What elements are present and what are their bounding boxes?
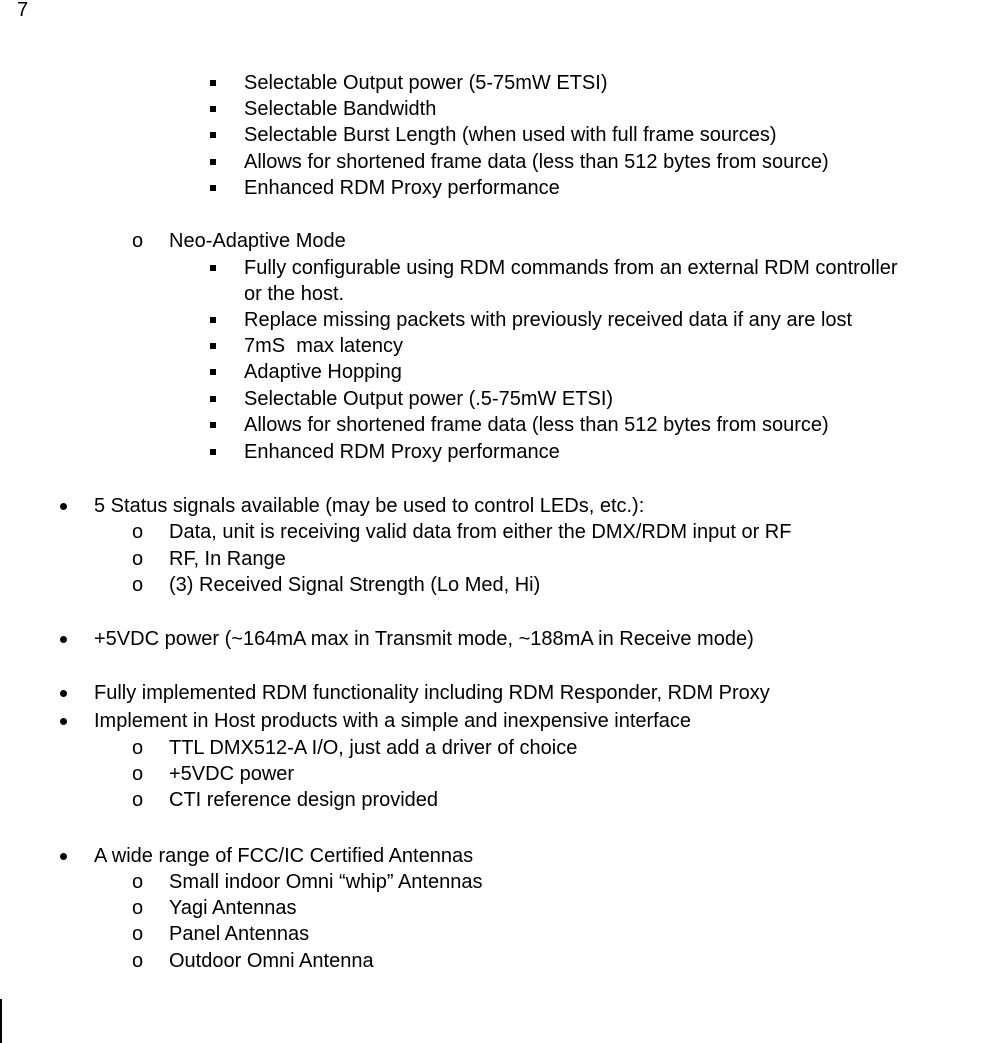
round-bullet-icon [60,636,67,643]
round-bullet-icon [60,853,67,860]
list-item-text: Fully implemented RDM functionality including RDM Responder, RDM Proxy [94,682,770,704]
list-item-text: Enhanced RDM Proxy performance [244,441,560,463]
list-item-text: +5VDC power [169,763,295,785]
round-bullet-icon [60,690,67,697]
list-item-text: Small indoor Omni “whip” Antennas [169,871,483,893]
circle-bullet-icon: o [132,763,144,785]
list-item-text: TTL DMX512-A I/O, just add a driver of choice [169,737,578,759]
list-item-text: Selectable Bandwidth [244,98,437,120]
list-item-text: Allows for shortened frame data (less than 512 bytes from source) [244,151,829,173]
square-bullet-icon [210,132,216,138]
list-item-text: Selectable Output power (5-75mW ETSI) [244,72,608,94]
list-item-text: Adaptive Hopping [244,361,402,383]
circle-bullet-icon: o [132,871,144,893]
section-heading: Neo-Adaptive Mode [169,230,346,252]
list-item-text: (3) Received Signal Strength (Lo Med, Hi) [169,574,541,596]
circle-bullet-icon: o [132,789,144,811]
round-bullet-icon [60,503,67,510]
square-bullet-icon [210,422,216,428]
list-item-text: Allows for shortened frame data (less than 512 bytes from source) [244,414,829,436]
square-bullet-icon [210,80,216,86]
square-bullet-icon [210,317,216,323]
list-item-text: CTI reference design provided [169,789,439,811]
circle-bullet-icon: o [132,548,144,570]
square-bullet-icon [210,369,216,375]
circle-bullet-icon: o [132,897,144,919]
circle-bullet-icon: o [132,521,144,543]
section-heading: Implement in Host products with a simple and inexpensive interface [94,710,691,732]
change-bar [0,999,2,1043]
round-bullet-icon [60,718,67,725]
square-bullet-icon [210,265,216,271]
list-item-text: Selectable Output power (.5-75mW ETSI) [244,388,614,410]
section-heading: A wide range of FCC/IC Certified Antennas [94,845,474,867]
circle-bullet-icon: o [132,950,144,972]
circle-bullet-icon: o [132,230,144,252]
list-item-text: Yagi Antennas [169,897,297,919]
square-bullet-icon [210,106,216,112]
list-item-text: or the host. [244,283,345,305]
list-item-text: Outdoor Omni Antenna [169,950,374,972]
list-item-text: Replace missing packets with previously received data if any are lost [244,309,853,331]
page-number: 7 [17,0,29,21]
list-item-text: Fully configurable using RDM commands from an external RDM controller [244,257,898,279]
square-bullet-icon [210,396,216,402]
square-bullet-icon [210,343,216,349]
list-item-text: +5VDC power (~164mA max in Transmit mode, ~188mA in Receive mode) [94,628,754,650]
square-bullet-icon [210,159,216,165]
list-item-text: Data, unit is receiving valid data from either the DMX/RDM input or RF [169,521,792,543]
circle-bullet-icon: o [132,923,144,945]
square-bullet-icon [210,185,216,191]
circle-bullet-icon: o [132,737,144,759]
section-heading: 5 Status signals available (may be used to control LEDs, etc.): [94,495,645,517]
list-item-text: Panel Antennas [169,923,310,945]
list-item-text: Enhanced RDM Proxy performance [244,177,560,199]
list-item-text: 7mS max latency [244,335,403,357]
circle-bullet-icon: o [132,574,144,596]
square-bullet-icon [210,449,216,455]
list-item-text: Selectable Burst Length (when used with full frame sources) [244,124,777,146]
list-item-text: RF, In Range [169,548,286,570]
